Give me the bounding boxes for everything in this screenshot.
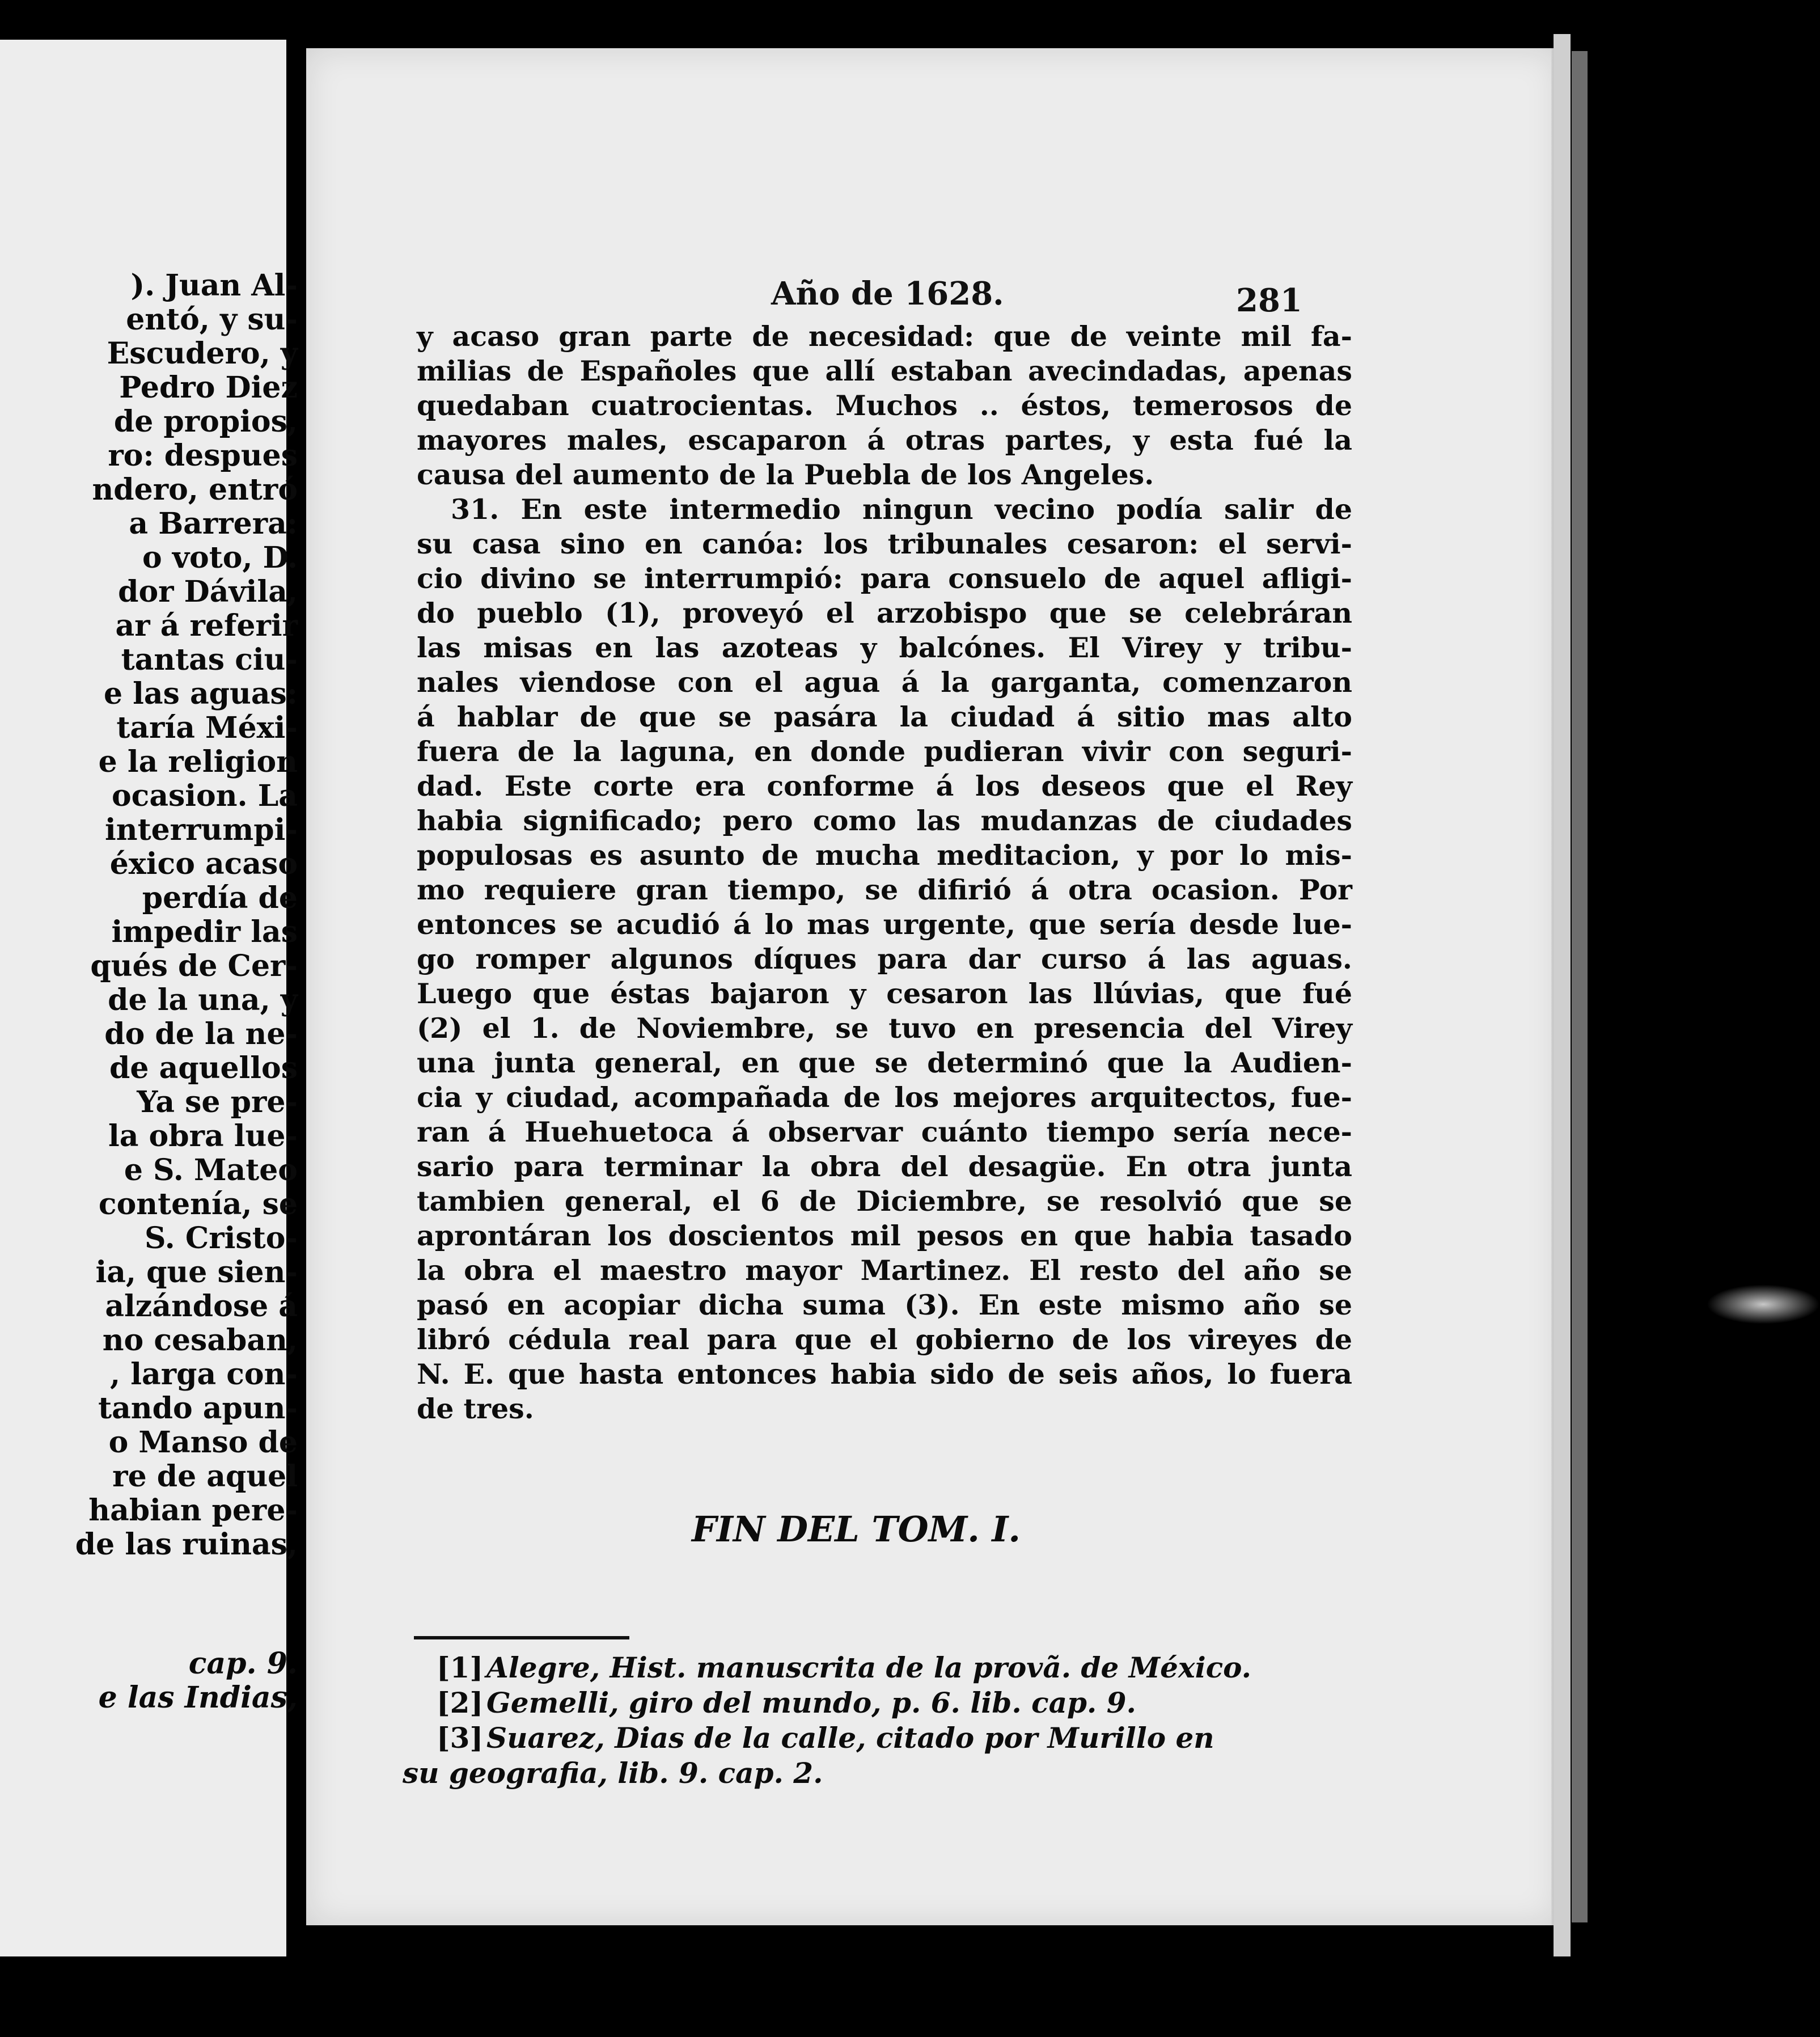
text-line: milias de Españoles que allí estaban avecindadas, apenas <box>417 354 1352 387</box>
text-line: de tres. <box>417 1392 534 1425</box>
footnote-text: Suarez, Dias de la calle, citado por Murillo en <box>486 1721 1214 1755</box>
left-page-line: taría Méxi- <box>116 711 298 745</box>
left-page-line: , larga con- <box>110 1357 298 1392</box>
left-page-line: de propios, <box>113 404 298 439</box>
end-of-volume-heading: FIN DEL TOM. I. <box>692 1508 1021 1550</box>
left-page-line: de las ruinas, <box>75 1527 298 1562</box>
text-line: nales viendose con el agua á la garganta, comenzaron <box>417 666 1352 699</box>
left-page-line: ro: despues <box>108 438 298 473</box>
page-edge <box>1554 34 1571 1956</box>
left-page-fragment <box>0 40 298 1956</box>
left-page-line: e las Indias, <box>98 1680 298 1715</box>
text-line: cio divino se interrumpió: para consuelo de aquel afligi- <box>417 562 1352 595</box>
footnote <box>403 1685 1366 1721</box>
left-page-line: contenía, se <box>98 1187 298 1222</box>
left-page-line: no cesaban, <box>102 1323 298 1358</box>
text-line: y acaso gran parte de necesidad: que de veinte mil fa- <box>417 320 1352 353</box>
left-page-line: alzándose á <box>105 1289 298 1324</box>
text-line: N. E. que hasta entonces habia sido de seis años, lo fuera <box>417 1358 1352 1391</box>
footnote <box>403 1650 1366 1685</box>
text-line: libró cédula real para que el gobierno de los vireyes de <box>417 1323 1352 1356</box>
left-page-line: ia, que sien- <box>95 1255 298 1290</box>
left-page-line: interrumpi- <box>105 813 298 847</box>
left-page-line: la obra lue- <box>108 1119 298 1153</box>
text-line: la obra el maestro mayor Martinez. El resto del año se <box>417 1254 1352 1287</box>
left-page-line: re de aquel <box>112 1459 298 1494</box>
text-line: una junta general, en que se determinó que la Audien- <box>417 1046 1352 1079</box>
left-page-line: a Barrera: <box>129 506 298 541</box>
footnote <box>403 1721 1366 1756</box>
page-smudge <box>1707 1284 1820 1324</box>
left-page-line: ocasion. La <box>111 779 298 813</box>
page-header <box>306 275 1559 319</box>
text-line: cia y ciudad, acompañada de los mejores arquitectos, fue- <box>417 1081 1352 1114</box>
left-page-line: Pedro Diez <box>119 370 298 405</box>
left-page-line: impedir las <box>111 915 298 949</box>
footnote-continuation: su geografia, lib. 9. cap. 2. <box>403 1756 823 1790</box>
text-line: populosas es asunto de mucha meditacion, y por lo mis- <box>417 839 1352 872</box>
left-page-line: e las aguas: <box>103 677 298 711</box>
text-line: sario para terminar la obra del desagüe. En otra junta <box>417 1150 1352 1183</box>
left-page-line: o Manso de <box>108 1425 298 1460</box>
left-page-line: entó, y su- <box>126 302 298 337</box>
left-page-line: habian pere- <box>88 1493 298 1528</box>
left-page-line: qués de Cer- <box>90 949 298 983</box>
left-page-line: perdía de <box>142 881 298 915</box>
text-line: entonces se acudió á lo mas urgente, que sería desde lue- <box>417 908 1352 941</box>
text-line: las misas en las azoteas y balcónes. El Virey y tribu- <box>417 631 1352 664</box>
left-page-line: de la una, y <box>108 983 298 1017</box>
left-page-line: o voto, D. <box>142 540 298 575</box>
text-line: habia significado; pero como las mudanzas de ciudades <box>417 804 1352 837</box>
page-edge-shadow <box>1572 51 1588 1922</box>
left-page-line: Ya se pre- <box>137 1085 298 1119</box>
left-page-line: de aquellos <box>109 1051 298 1085</box>
left-page-line: tando apun- <box>98 1391 298 1426</box>
text-line: mayores males, escaparon á otras partes, y esta fué la <box>417 424 1352 457</box>
text-line: (2) el 1. de Noviembre, se tuvo en presencia del Virey <box>417 1012 1352 1045</box>
text-line: quedaban cuatrocientas. Muchos .. éstos, temerosos de <box>417 389 1352 422</box>
left-page-line: ndero, entró <box>92 472 298 507</box>
left-page-line: ). Juan Al- <box>130 268 298 303</box>
text-line: 31. En este intermedio ningun vecino podía salir de <box>451 493 1352 526</box>
text-line: tambien general, el 6 de Diciembre, se resolvió que se <box>417 1185 1352 1218</box>
left-page-line: e la religion <box>98 745 298 779</box>
text-line: do pueblo (1), proveyó el arzobispo que se celebráran <box>417 597 1352 629</box>
right-page <box>306 48 1559 1925</box>
text-line: Luego que éstas bajaron y cesaron las llúvias, que fué <box>417 977 1352 1010</box>
text-line: aprontáran los doscientos mil pesos en que habia tasado <box>417 1219 1352 1252</box>
page-number: 281 <box>1236 282 1302 319</box>
left-page-line: S. Cristo- <box>144 1221 298 1256</box>
text-line: go romper algunos díques para dar curso á las aguas. <box>417 943 1352 975</box>
left-page-line: e S. Mateo <box>124 1153 298 1187</box>
left-page-line: cap. 9. <box>188 1646 298 1681</box>
footnote-marker: [1] <box>437 1651 484 1684</box>
text-line: su casa sino en canóa: los tribunales cesaron: el servi- <box>417 527 1352 560</box>
text-line: mo requiere gran tiempo, se difirió á otra ocasion. Por <box>417 873 1352 906</box>
text-line: causa del aumento de la Puebla de los Angeles. <box>417 458 1154 491</box>
text-line: dad. Este corte era conforme á los deseos que el Rey <box>417 770 1352 802</box>
text-line: á hablar de que se pasára la ciudad á sitio mas alto <box>417 700 1352 733</box>
left-page-line: tantas ciu- <box>121 643 298 677</box>
footnotes <box>403 1650 1366 1791</box>
footnote-marker: [2] <box>437 1686 484 1719</box>
left-page-line: do de la ne- <box>104 1017 298 1051</box>
running-head: Año de 1628. <box>771 275 1004 312</box>
body-text <box>417 319 1352 1426</box>
left-page-line: dor Dávila, <box>118 574 298 609</box>
footnote-marker: [3] <box>437 1721 484 1755</box>
text-line: pasó en acopiar dicha suma (3). En este mismo año se <box>417 1288 1352 1321</box>
footnote-rule <box>414 1636 629 1639</box>
left-page-line: éxico acaso <box>109 847 298 881</box>
footnote-text: Alegre, Hist. manuscrita de la provã. de México. <box>486 1651 1252 1684</box>
text-line: ran á Huehuetoca á observar cuánto tiempo sería nece- <box>417 1115 1352 1148</box>
left-page-line: Escudero, y <box>107 336 298 371</box>
text-line: fuera de la laguna, en donde pudieran vivir con seguri- <box>417 735 1352 768</box>
left-page-line: ar á referir <box>115 608 298 643</box>
footnote-text: Gemelli, giro del mundo, p. 6. lib. cap. 9. <box>486 1686 1136 1719</box>
